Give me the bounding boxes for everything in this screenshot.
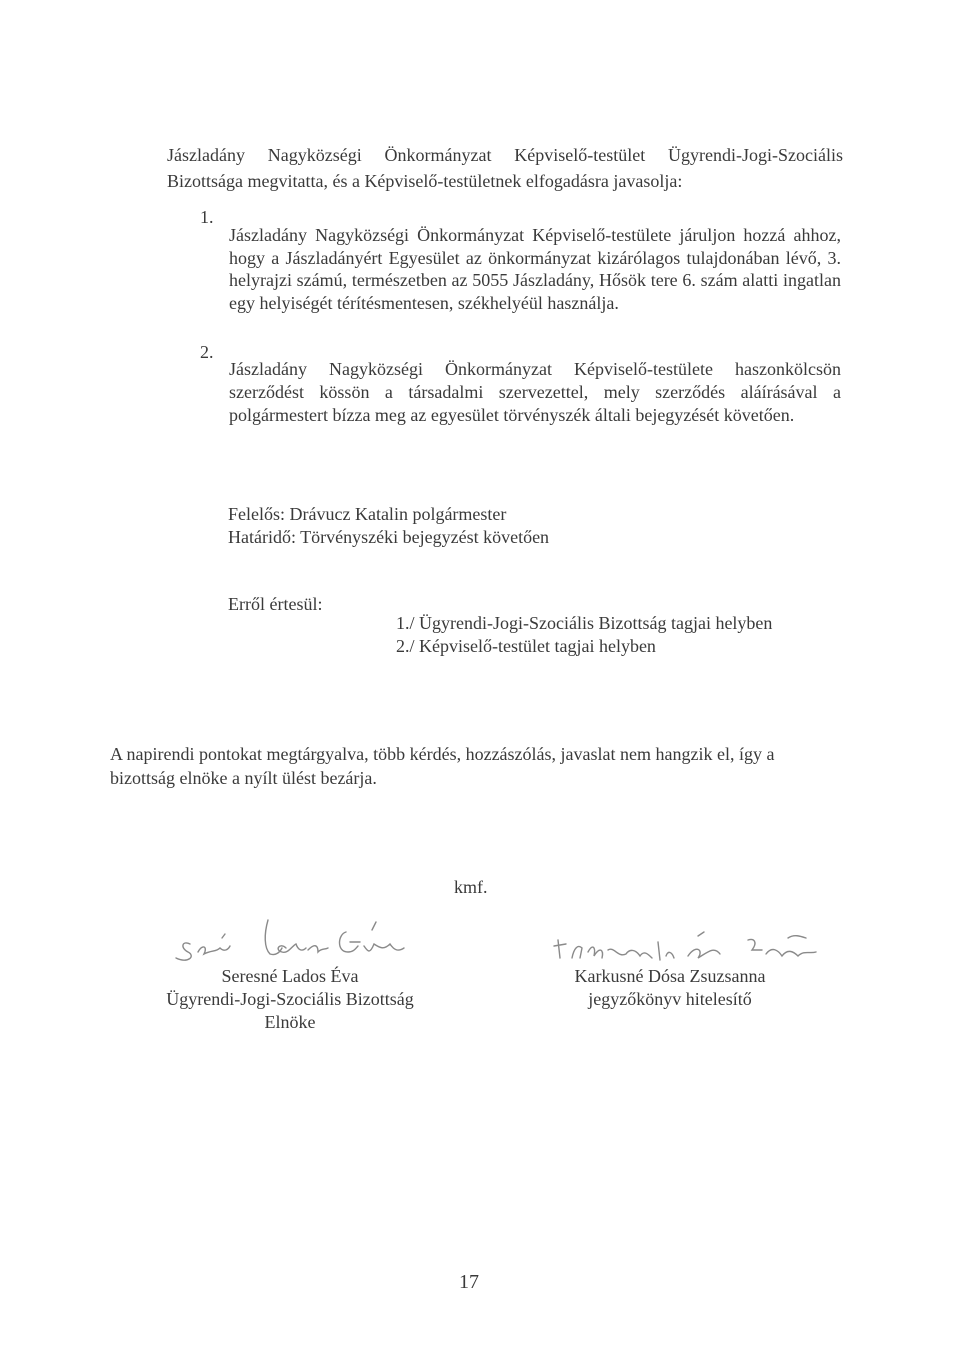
page-number: 17 (459, 1271, 479, 1293)
signature-2-name: Karkusné Dósa Zsuzsanna (574, 966, 766, 986)
item-2-text: Jászladány Nagyközségi Önkormányzat Képviselő-testülete haszonkölcsön szerződést kössön a társadalmi szervezettel, mely szerződés aláírásával a polgármestert bízza meg az egyesület törvényszék általi bejegyzését követően. (229, 359, 841, 425)
notify-label: Erről értesül: (228, 594, 323, 614)
signature-1-name: Seresné Lados Éva (221, 966, 359, 986)
intro-paragraph: Jászladány Nagyközségi Önkormányzat Képviselő-testület Ügyrendi-Jogi-Szociális Bizottsága megvitatta, és a Képviselő-testületnek elfogadásra javasolja: (167, 145, 843, 191)
signature-2-role: jegyzőkönyv hitelesítő (588, 989, 752, 1009)
signature-1-title: Elnöke (264, 1012, 316, 1032)
closing-paragraph: A napirendi pontokat megtárgyalva, több kérdés, hozzászólás, javaslat nem hangzik el, így a bizottság elnöke a nyílt ülést bezárja. (110, 744, 775, 788)
responsible-line: Felelős: Drávucz Katalin polgármester (228, 504, 507, 524)
signature-1-block (145, 965, 435, 1034)
signature-2-block (540, 965, 800, 1011)
item-1-text: Jászladány Nagyközségi Önkormányzat Képviselő-testülete járuljon hozzá ahhoz, hogy a Jászladányért Egyesület az önkormányzat kizárólagos tulajdonában lévő, 3. helyrajzi számú, természetben az 5055 Jászladány, Hősök tere 6. szám alatti ingatlan egy helyiségét térítésmentesen, székhelyéül használja. (229, 225, 841, 313)
signature-1-handwriting (168, 908, 408, 968)
notify-item-1: 1./ Ügyrendi-Jogi-Szociális Bizottság tagjai helyben (396, 613, 773, 633)
deadline-line: Határidő: Törvényszéki bejegyzést követően (228, 527, 550, 547)
signature-1-role: Ügyrendi-Jogi-Szociális Bizottság (166, 989, 414, 1009)
notify-item-2: 2./ Képviselő-testület tagjai helyben (396, 636, 656, 656)
item-2-number: 2. (200, 342, 214, 362)
item-1-number: 1. (200, 207, 214, 227)
kmf-label: kmf. (454, 877, 488, 897)
signature-2-handwriting (548, 920, 828, 968)
